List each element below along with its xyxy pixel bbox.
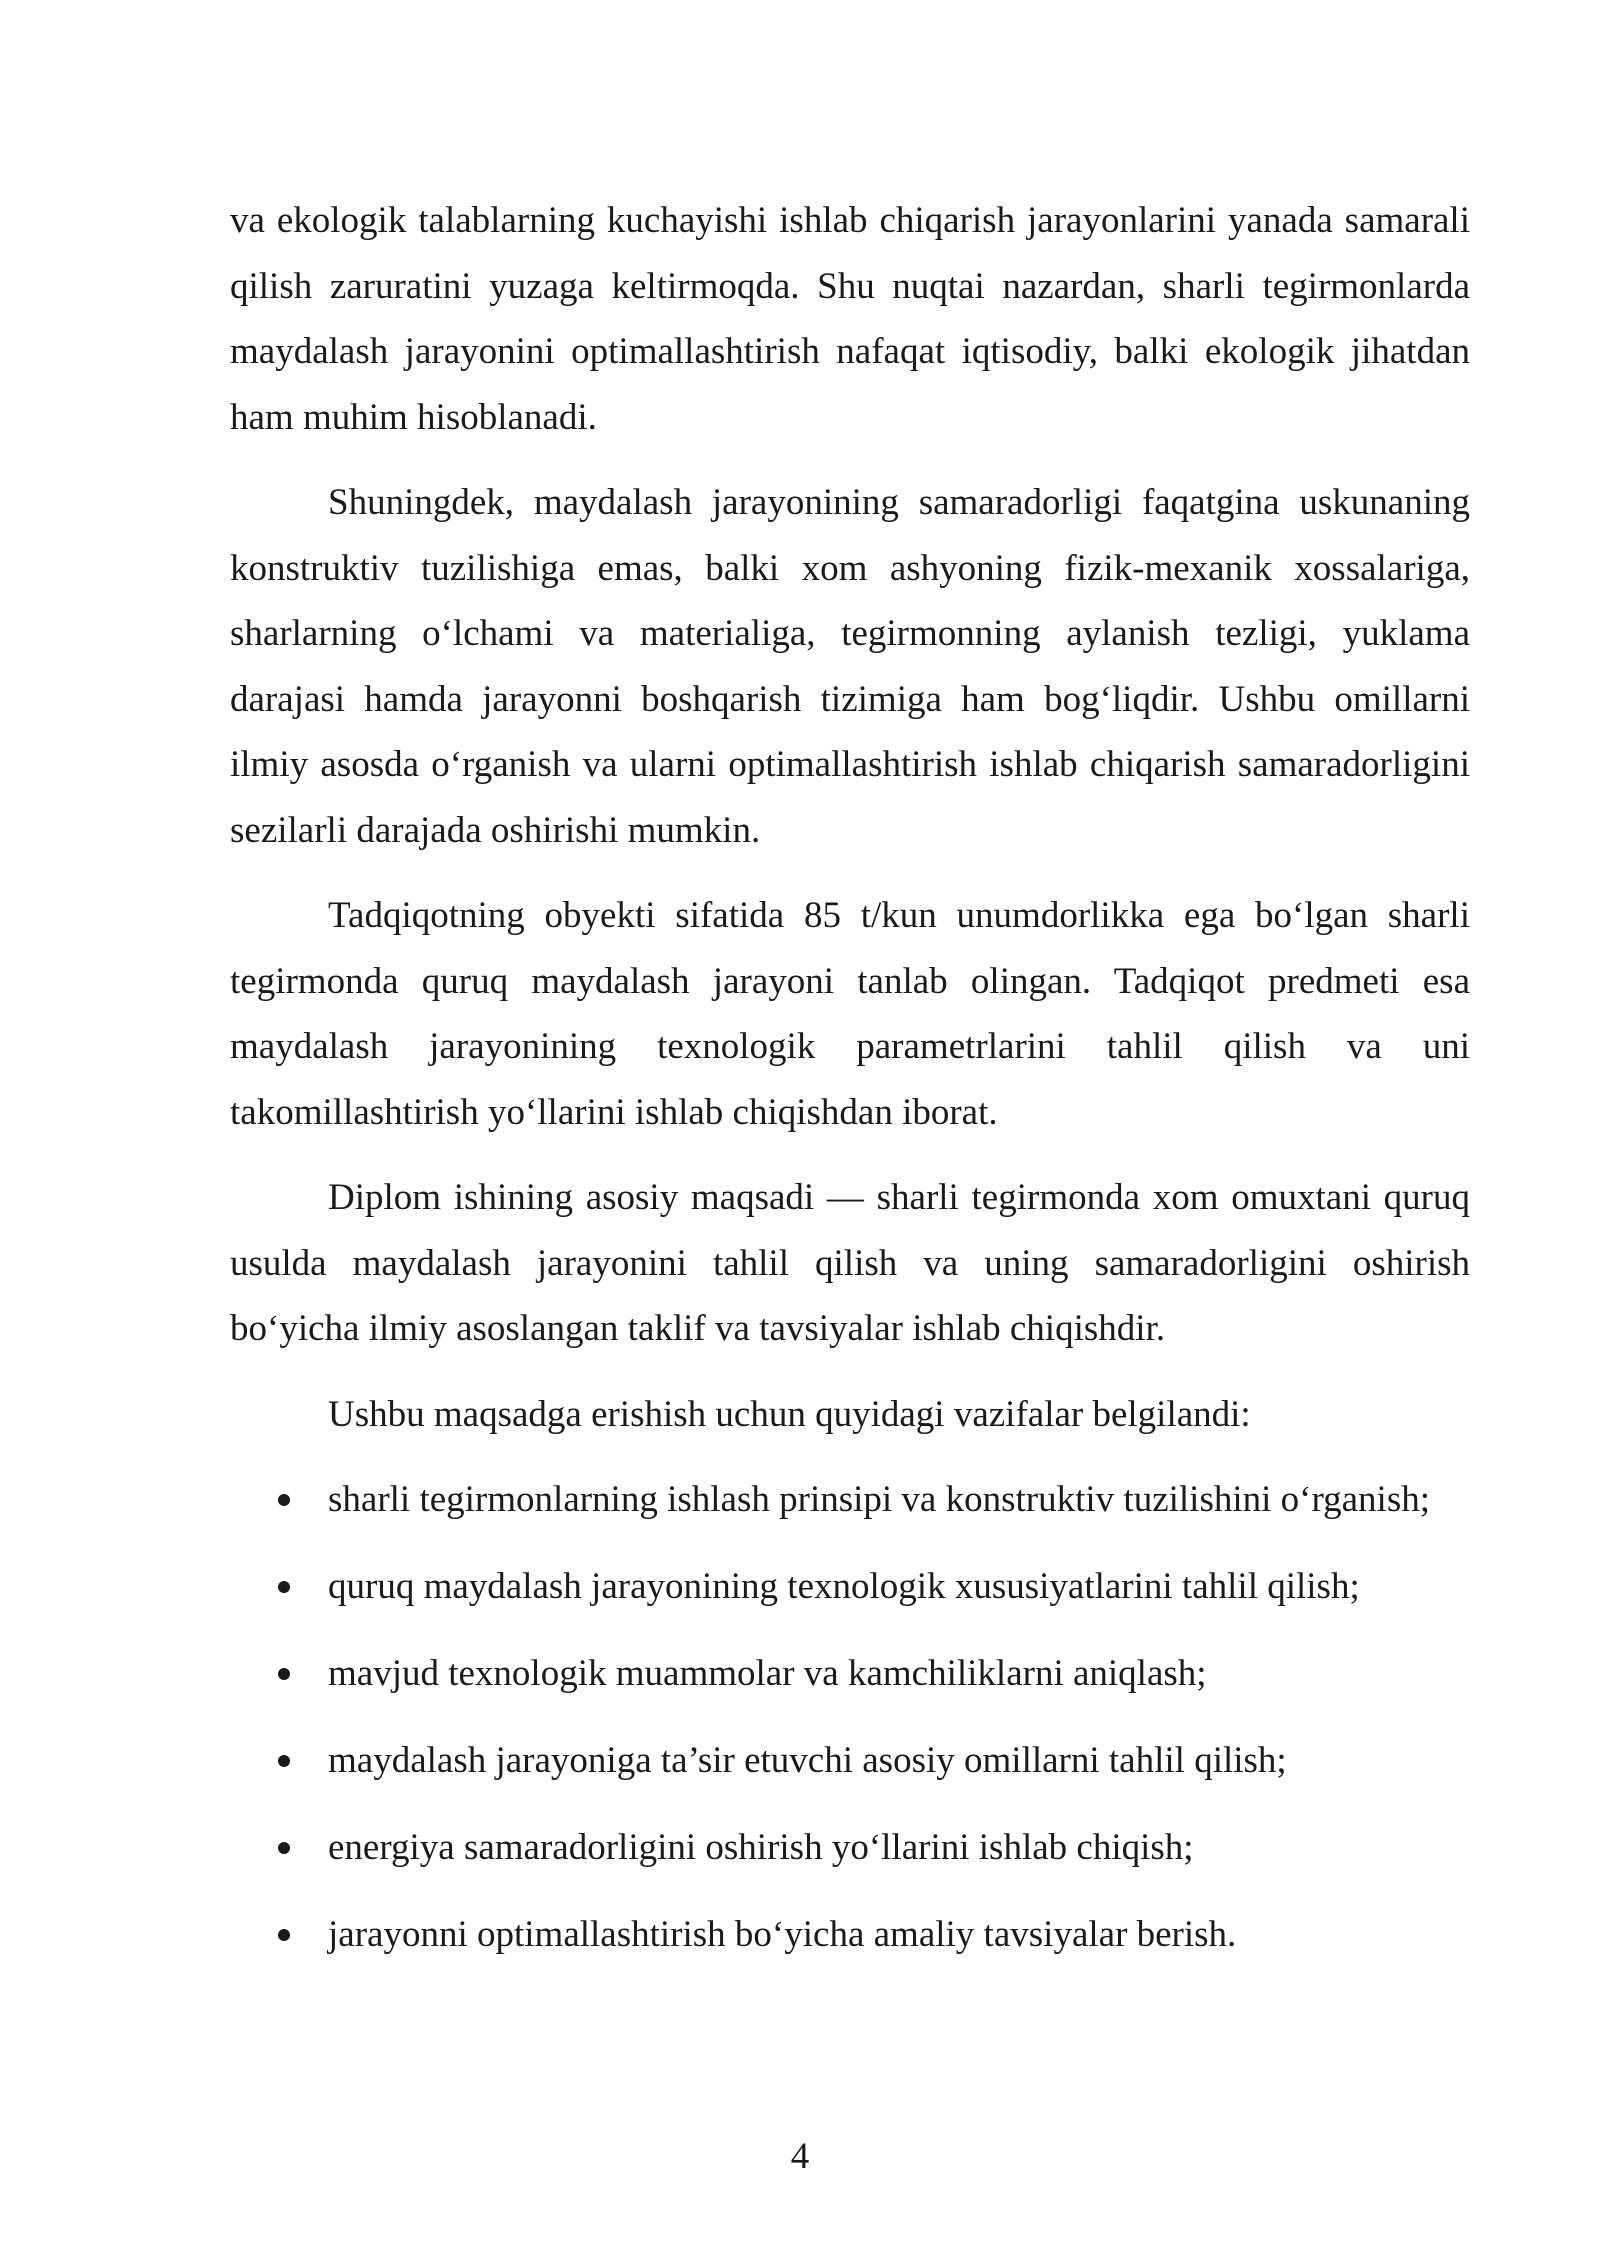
- paragraph-tasks-intro: Ushbu maqsadga erishish uchun quyidagi vazifalar belgilandi:: [328, 1393, 1251, 1435]
- list-item: [230, 1728, 1470, 1794]
- paragraph-efficiency-factors: Shuningdek, maydalash jarayonining samaradorligi faqatgina uskunaning konstruktiv tuzilishiga emas, balki xom ashyoning fizik-mexanik xossalariga, sharlarning o‘lchami va materialiga, tegirmonning aylanish tezligi, yuklama darajasi hamda jarayonni boshqarish tizimiga ham bog‘liqdir. Ushbu omillarni ilmiy asosda o‘rganish va ularni optimallashtirish ishlab chiqarish samaradorligini sezilarli darajada oshirishi mumkin.: [230, 482, 1470, 851]
- paragraph-continuation: va ekologik talablarning kuchayishi ishlab chiqarish jarayonlarini yanada samarali qilish zaruratini yuzaga keltirmoqda. Shu nuqtai nazardan, sharli tegirmonlarda maydalash jarayonini optimallashtirish nafaqat iqtisodiy, balki ekologik jihatdan ham muhim hisoblanadi.: [230, 200, 1470, 438]
- list-item-text: mavjud texnologik muammolar va kamchiliklarni aniqlash;: [328, 1653, 1207, 1694]
- page-body: [230, 188, 1470, 1989]
- bullet-icon: [278, 1842, 290, 1854]
- list-item: [230, 1467, 1470, 1533]
- list-item-text: sharli tegirmonlarning ishlash prinsipi va konstruktiv tuzilishini o‘rganish;: [328, 1479, 1431, 1520]
- bullet-icon: [278, 1755, 290, 1767]
- list-item: [230, 1641, 1470, 1707]
- list-item: [230, 1554, 1470, 1620]
- page-number: 4: [790, 2136, 810, 2177]
- bullet-icon: [278, 1494, 290, 1506]
- bullet-icon: [278, 1581, 290, 1593]
- list-item-text: maydalash jarayoniga ta’sir etuvchi asosiy omillarni tahlil qilish;: [328, 1740, 1287, 1781]
- list-item-text: jarayonni optimallashtirish bo‘yicha amaliy tavsiyalar berish.: [328, 1914, 1237, 1955]
- list-item: [230, 1815, 1470, 1881]
- paragraph-main-goal: Diplom ishining asosiy maqsadi — sharli tegirmonda xom omuxtani quruq usulda maydalash jarayonini tahlil qilish va uning samaradorligini oshirish bo‘yicha ilmiy asoslangan taklif va tavsiyalar ishlab chiqishdir.: [230, 1177, 1470, 1349]
- list-item: [230, 1902, 1470, 1968]
- list-item-text: quruq maydalash jarayonining texnologik xususiyatlarini tahlil qilish;: [328, 1566, 1360, 1607]
- list-item-text: energiya samaradorligini oshirish yo‘llarini ishlab chiqish;: [328, 1827, 1194, 1868]
- tasks-list: [230, 1467, 1470, 1968]
- paragraph-research-object: Tadqiqotning obyekti sifatida 85 t/kun unumdorlikka ega bo‘lgan sharli tegirmonda quruq maydalash jarayoni tanlab olingan. Tadqiqot predmeti esa maydalash jarayonining texnologik parametrlarini tahlil qilish va uni takomillashtirish yo‘llarini ishlab chiqishdan iborat.: [230, 895, 1470, 1133]
- bullet-icon: [278, 1929, 290, 1941]
- bullet-icon: [278, 1668, 290, 1680]
